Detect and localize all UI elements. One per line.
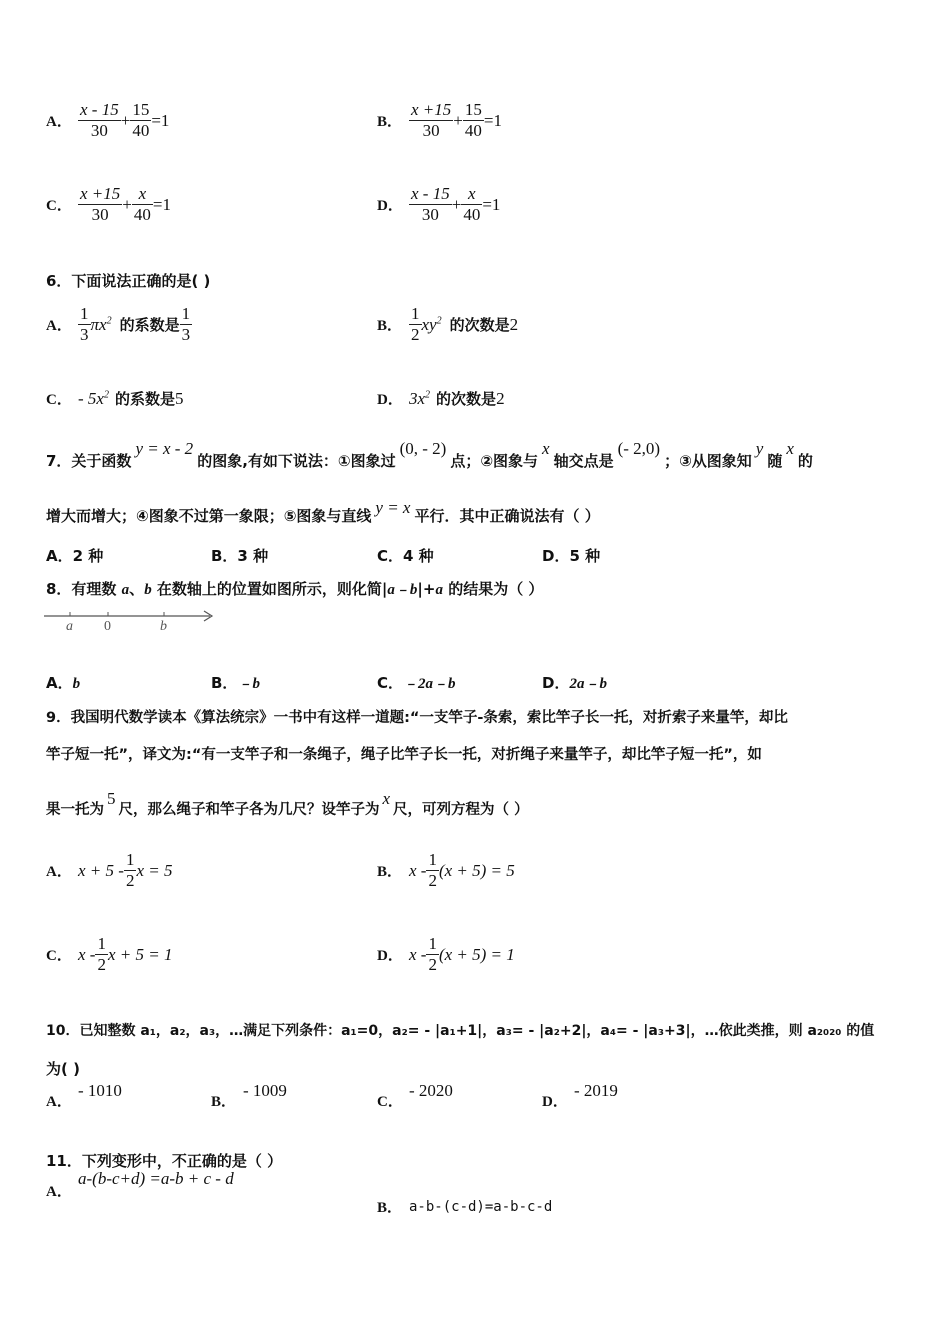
math-expr: $3x^2$ [409, 388, 431, 408]
label-0: 0 [104, 619, 111, 634]
q8-option-d[interactable] [542, 672, 607, 693]
var: b [144, 582, 152, 598]
option-value: a-b-(c-d)=a-b-c-d [409, 1198, 553, 1215]
q6-option-c[interactable] [46, 388, 183, 409]
fraction: $\frac{x +15}{30}$ [80, 184, 121, 224]
q5-option-a[interactable] [46, 100, 169, 141]
q7-option-a[interactable]: A．2 种 [46, 547, 104, 565]
q9-stem-line3 [46, 789, 529, 819]
option-label: B． [211, 674, 238, 692]
option-value: - 2020 [409, 1081, 453, 1100]
q9-option-a[interactable] [46, 850, 172, 891]
rhs: =1 [152, 194, 171, 214]
q9-stem-line2: 竿子短一托”，译文为:“有一支竿子和一条绳子，绳子比竿子长一托，对折绳子来量竿子，却比竿子短一托”，如 [46, 747, 762, 763]
q5-option-d[interactable] [377, 184, 500, 225]
text: 尺，那么绳子和竿子各为几尺？设竿子为 [118, 802, 380, 818]
option-text: 的次数是 [449, 316, 510, 334]
q6-stem: 6．下面说法正确的是( ) [46, 272, 211, 290]
option-label: B． [377, 114, 403, 130]
operator: + [122, 194, 132, 214]
option-value: 2a﹣b [569, 676, 607, 692]
q10-stem-line2: 为( ) [46, 1060, 80, 1078]
q8-option-b[interactable] [211, 672, 260, 693]
text: 点；②图象与 [450, 452, 539, 470]
option-text: 的次数是 [436, 390, 497, 408]
fraction: $\frac{x - 15}{30}$ [411, 184, 450, 224]
option-label: D． [377, 198, 403, 214]
math-expr: y [755, 439, 764, 458]
text: 7．关于函数 [46, 452, 132, 470]
q9-option-b[interactable] [377, 850, 515, 891]
text: 、 [129, 580, 145, 598]
q7-option-c[interactable]: C．4 种 [377, 547, 434, 565]
option-label: C． [46, 198, 72, 214]
option-value: ﹣2a﹣b [403, 676, 456, 692]
q7-option-b[interactable]: B．3 种 [211, 547, 269, 565]
fraction: $\frac{x - 15}{30}$ [80, 100, 119, 140]
option-value: - 1010 [78, 1081, 122, 1100]
text: 轴交点是 [553, 452, 614, 470]
q6-option-b[interactable] [377, 304, 518, 345]
math-expr: x [542, 439, 550, 458]
option-value: a-(b-c+d) =a-b + c - d [78, 1169, 234, 1188]
text: 平行．其中正确说法有（ ） [414, 507, 600, 525]
math-expr: (x + 5) = 5 [438, 860, 515, 880]
math-expr: y = x - 2 [135, 439, 194, 458]
q7-stem-line2 [46, 498, 600, 526]
label-b: b [160, 619, 167, 634]
option-value: ﹣b [237, 676, 260, 692]
math-expr: (x + 5) = 1 [438, 944, 515, 964]
fraction: $\frac{1}{2}$ [411, 304, 420, 344]
math-expr: 5 [107, 789, 116, 808]
text: |+ [417, 580, 436, 598]
option-label: D． [542, 674, 570, 692]
text: 的图象,有如下说法：①图象过 [197, 452, 396, 470]
q6-option-a[interactable] [46, 304, 192, 345]
fraction: $\frac{15}{40}$ [464, 100, 482, 140]
math-expr: x + 5 = 1 [107, 944, 173, 964]
option-label: B． [377, 864, 403, 880]
math-expr: x [786, 439, 794, 458]
q8-stem [46, 578, 543, 599]
text: 随 [767, 452, 783, 470]
fraction: $\frac{1}{2}$ [97, 934, 106, 974]
fraction: $\frac{x}{40}$ [463, 184, 481, 224]
option-label: A． [46, 674, 73, 692]
text: ；③从图象知 [664, 452, 752, 470]
q11-stem: 11．下列变形中，不正确的是（ ） [46, 1152, 283, 1170]
label-a: a [66, 619, 73, 634]
math-expr: x = 5 [136, 860, 173, 880]
option-label: B． [377, 1200, 403, 1216]
text: 增大而增大；④图象不过第一象限；⑤图象与直线 [46, 507, 372, 525]
math-expr: $xy^2$ [421, 314, 442, 334]
text: 尺，可列方程为（ ） [393, 802, 529, 818]
math-expr: $\pi x^2$ [90, 314, 112, 334]
q9-stem-line1: 9．我国明代数学读本《算法统宗》一书中有这样一道题:“一支竿子-条索，索比竿子长一托，对折索子来量竿，却比 [46, 710, 788, 726]
var: a [435, 582, 443, 598]
math-expr: x - [78, 944, 96, 964]
fraction: $\frac{1}{2}$ [428, 934, 437, 974]
fraction: $\frac{1}{3}$ [181, 304, 191, 344]
q10-option-b[interactable] [211, 1081, 287, 1111]
fraction: $\frac{1}{2}$ [125, 850, 135, 890]
q7-stem-line1 [46, 439, 813, 471]
q5-option-b[interactable] [377, 100, 502, 141]
option-label: B． [377, 318, 403, 334]
math-expr: x [382, 789, 391, 808]
option-text: 的系数是 [114, 390, 175, 408]
option-label: D． [377, 948, 403, 964]
rhs: =1 [483, 110, 502, 130]
text: 果一托为 [46, 802, 104, 818]
q5-option-c[interactable] [46, 184, 171, 225]
math-expr: - $5x^2$ [78, 388, 109, 408]
math-expr: x - [409, 944, 427, 964]
math-expr: (0, - 2) [399, 439, 447, 458]
fraction: $\frac{1}{3}$ [80, 304, 89, 344]
q10-option-c[interactable] [377, 1081, 453, 1111]
fraction: $\frac{1}{2}$ [428, 850, 437, 890]
option-label: C． [46, 948, 72, 964]
operator: + [120, 110, 131, 130]
option-label: C． [377, 1094, 403, 1110]
q6-option-d[interactable] [377, 388, 505, 409]
q9-option-c[interactable] [46, 934, 172, 975]
operator: + [453, 110, 463, 130]
var: a [121, 582, 130, 598]
option-label: A． [46, 318, 72, 334]
q10-stem-line1: 10．已知整数 a₁，a₂，a₃，…满足下列条件：a₁=0，a₂= - |a₁+1|，a₃= - |a₂+2|，a₄= - |a₃+3|，…依此类推，则 a₂₀₂₀ 的值 [46, 1023, 875, 1039]
math-expr: (- 2,0) [617, 439, 661, 458]
option-label: A． [46, 1094, 72, 1110]
answer-value: 5 [174, 388, 184, 408]
answer-value: 2 [496, 388, 505, 408]
option-label: A． [46, 864, 72, 880]
fraction: $\frac{x}{40}$ [133, 184, 151, 224]
option-value: - 2019 [574, 1081, 618, 1100]
fraction: $\frac{x +15}{30}$ [411, 100, 452, 140]
number-line [44, 604, 216, 634]
q11-option-b[interactable] [377, 1196, 552, 1217]
answer-value: 2 [509, 314, 519, 334]
q9-option-d[interactable] [377, 934, 515, 975]
option-label: A． [46, 1184, 72, 1200]
text: 的 [797, 452, 813, 470]
fraction: $\frac{15}{40}$ [132, 100, 150, 140]
text: 8．有理数 [46, 580, 117, 598]
q7-option-d[interactable]: D．5 种 [542, 547, 601, 565]
option-label: C． [46, 392, 72, 408]
option-label: D． [542, 1094, 568, 1110]
option-value: b [72, 676, 81, 692]
q10-option-a[interactable] [46, 1081, 122, 1111]
text: 的结果为（ ） [448, 580, 544, 598]
math-expr: a﹣b [387, 582, 418, 598]
option-label: D． [377, 392, 403, 408]
rhs: =1 [482, 194, 501, 214]
option-text: 的系数是 [119, 316, 180, 334]
option-label: C． [377, 674, 404, 692]
math-expr: y = x [375, 498, 411, 517]
math-expr: x - [409, 860, 427, 880]
math-expr: x + 5 - [78, 860, 124, 880]
operator: + [451, 194, 462, 214]
q8-option-c[interactable] [377, 672, 456, 693]
q11-option-a[interactable] [46, 1169, 234, 1201]
option-value: - 1009 [243, 1081, 287, 1100]
rhs: =1 [151, 110, 170, 130]
q10-option-d[interactable] [542, 1081, 618, 1111]
option-label: B． [211, 1094, 237, 1110]
text: 在数轴上的位置如图所示，则化简| [156, 580, 388, 598]
q8-option-a[interactable] [46, 672, 80, 693]
option-label: A． [46, 114, 72, 130]
